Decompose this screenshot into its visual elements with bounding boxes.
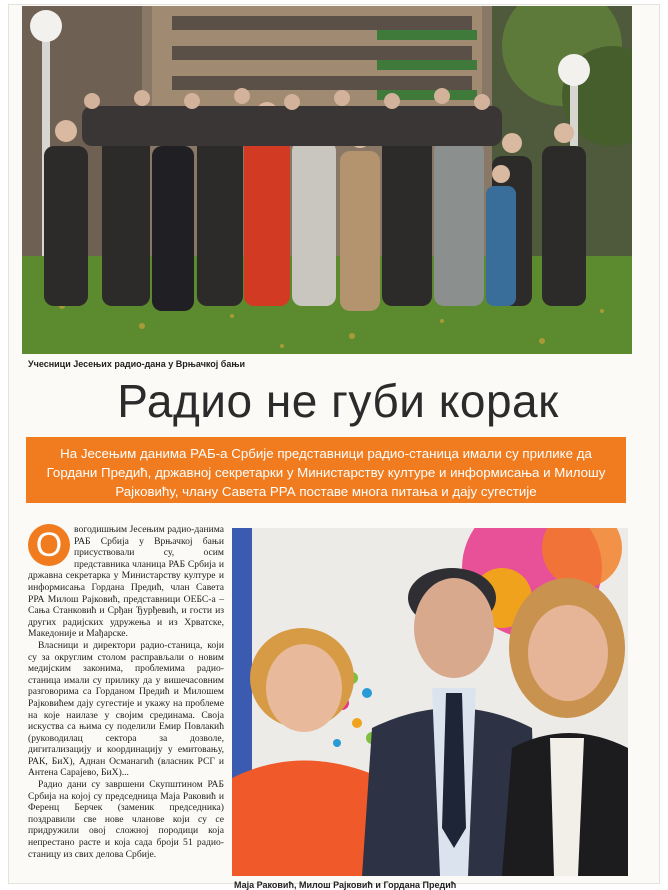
dropcap: О bbox=[28, 524, 70, 566]
magazine-page bbox=[8, 4, 660, 890]
article-paragraph: Радио дани су завршени Скупштином РАБ Србија на којој су председница Маја Раковић и Ференц Берчек (заменик председника) поздравили све нове чланове који су се придружили овој сложној породици која непрестано расте и која сада броји 51 радио-станицу из свих делова Србије. bbox=[28, 779, 224, 860]
group-photo-caption: Учесници Јесењих радио-дана у Врњачкој бањи bbox=[28, 359, 246, 369]
portrait-photo-caption: Маја Раковић, Милош Рајковић и Гордана Предић bbox=[234, 880, 457, 890]
article-headline: Радио не губи корак bbox=[117, 375, 559, 427]
group-photo bbox=[22, 6, 632, 354]
portrait-photo bbox=[232, 528, 628, 876]
article-paragraph: Власници и директори радио-станица, који су за округлим столом расправљали о новим медијским законима, проблемима радио-станица имали су прилику да у вишечасовним разговорима са Горданом Предић и Милошем Рајковићем дају сугестије и укажу на проблеме на које наилазе у својим срединама. Своја искуства са њима су поделили Емир Повлакић (руководилац сектора за дозволе, дигитализацију и координацију у емитовању, РАК, БиХ), Аднан Османагић (власник РСГ и Антена Сарајево, БиХ)... bbox=[28, 639, 224, 779]
article-paragraph: вогодишњим Јесењим радио-данима РАБ Србија у Врњачкој бањи присуствовали су, осим представника чланица РАБ Србија и државна секретарка у Министарству културе и информисања Гордана Предић, члан Савета РРА Милош Рајковић, представници ОЕБС-а – Сања Станковић и Срђан Ђурђевић, и гости из других радијских удружења и из Хрватске, Македоније и Мађарске. bbox=[28, 524, 224, 640]
article-lead: На Јесењим данима РАБ-а Србије представници радио-станица имали су прилике да Гордани Предић, државној секретарки у Министарству културе и информисања и Милошу Рајковићу, члану Савета РРА поставе многа питања и дају сугестије bbox=[26, 437, 626, 503]
article-body bbox=[28, 524, 224, 860]
